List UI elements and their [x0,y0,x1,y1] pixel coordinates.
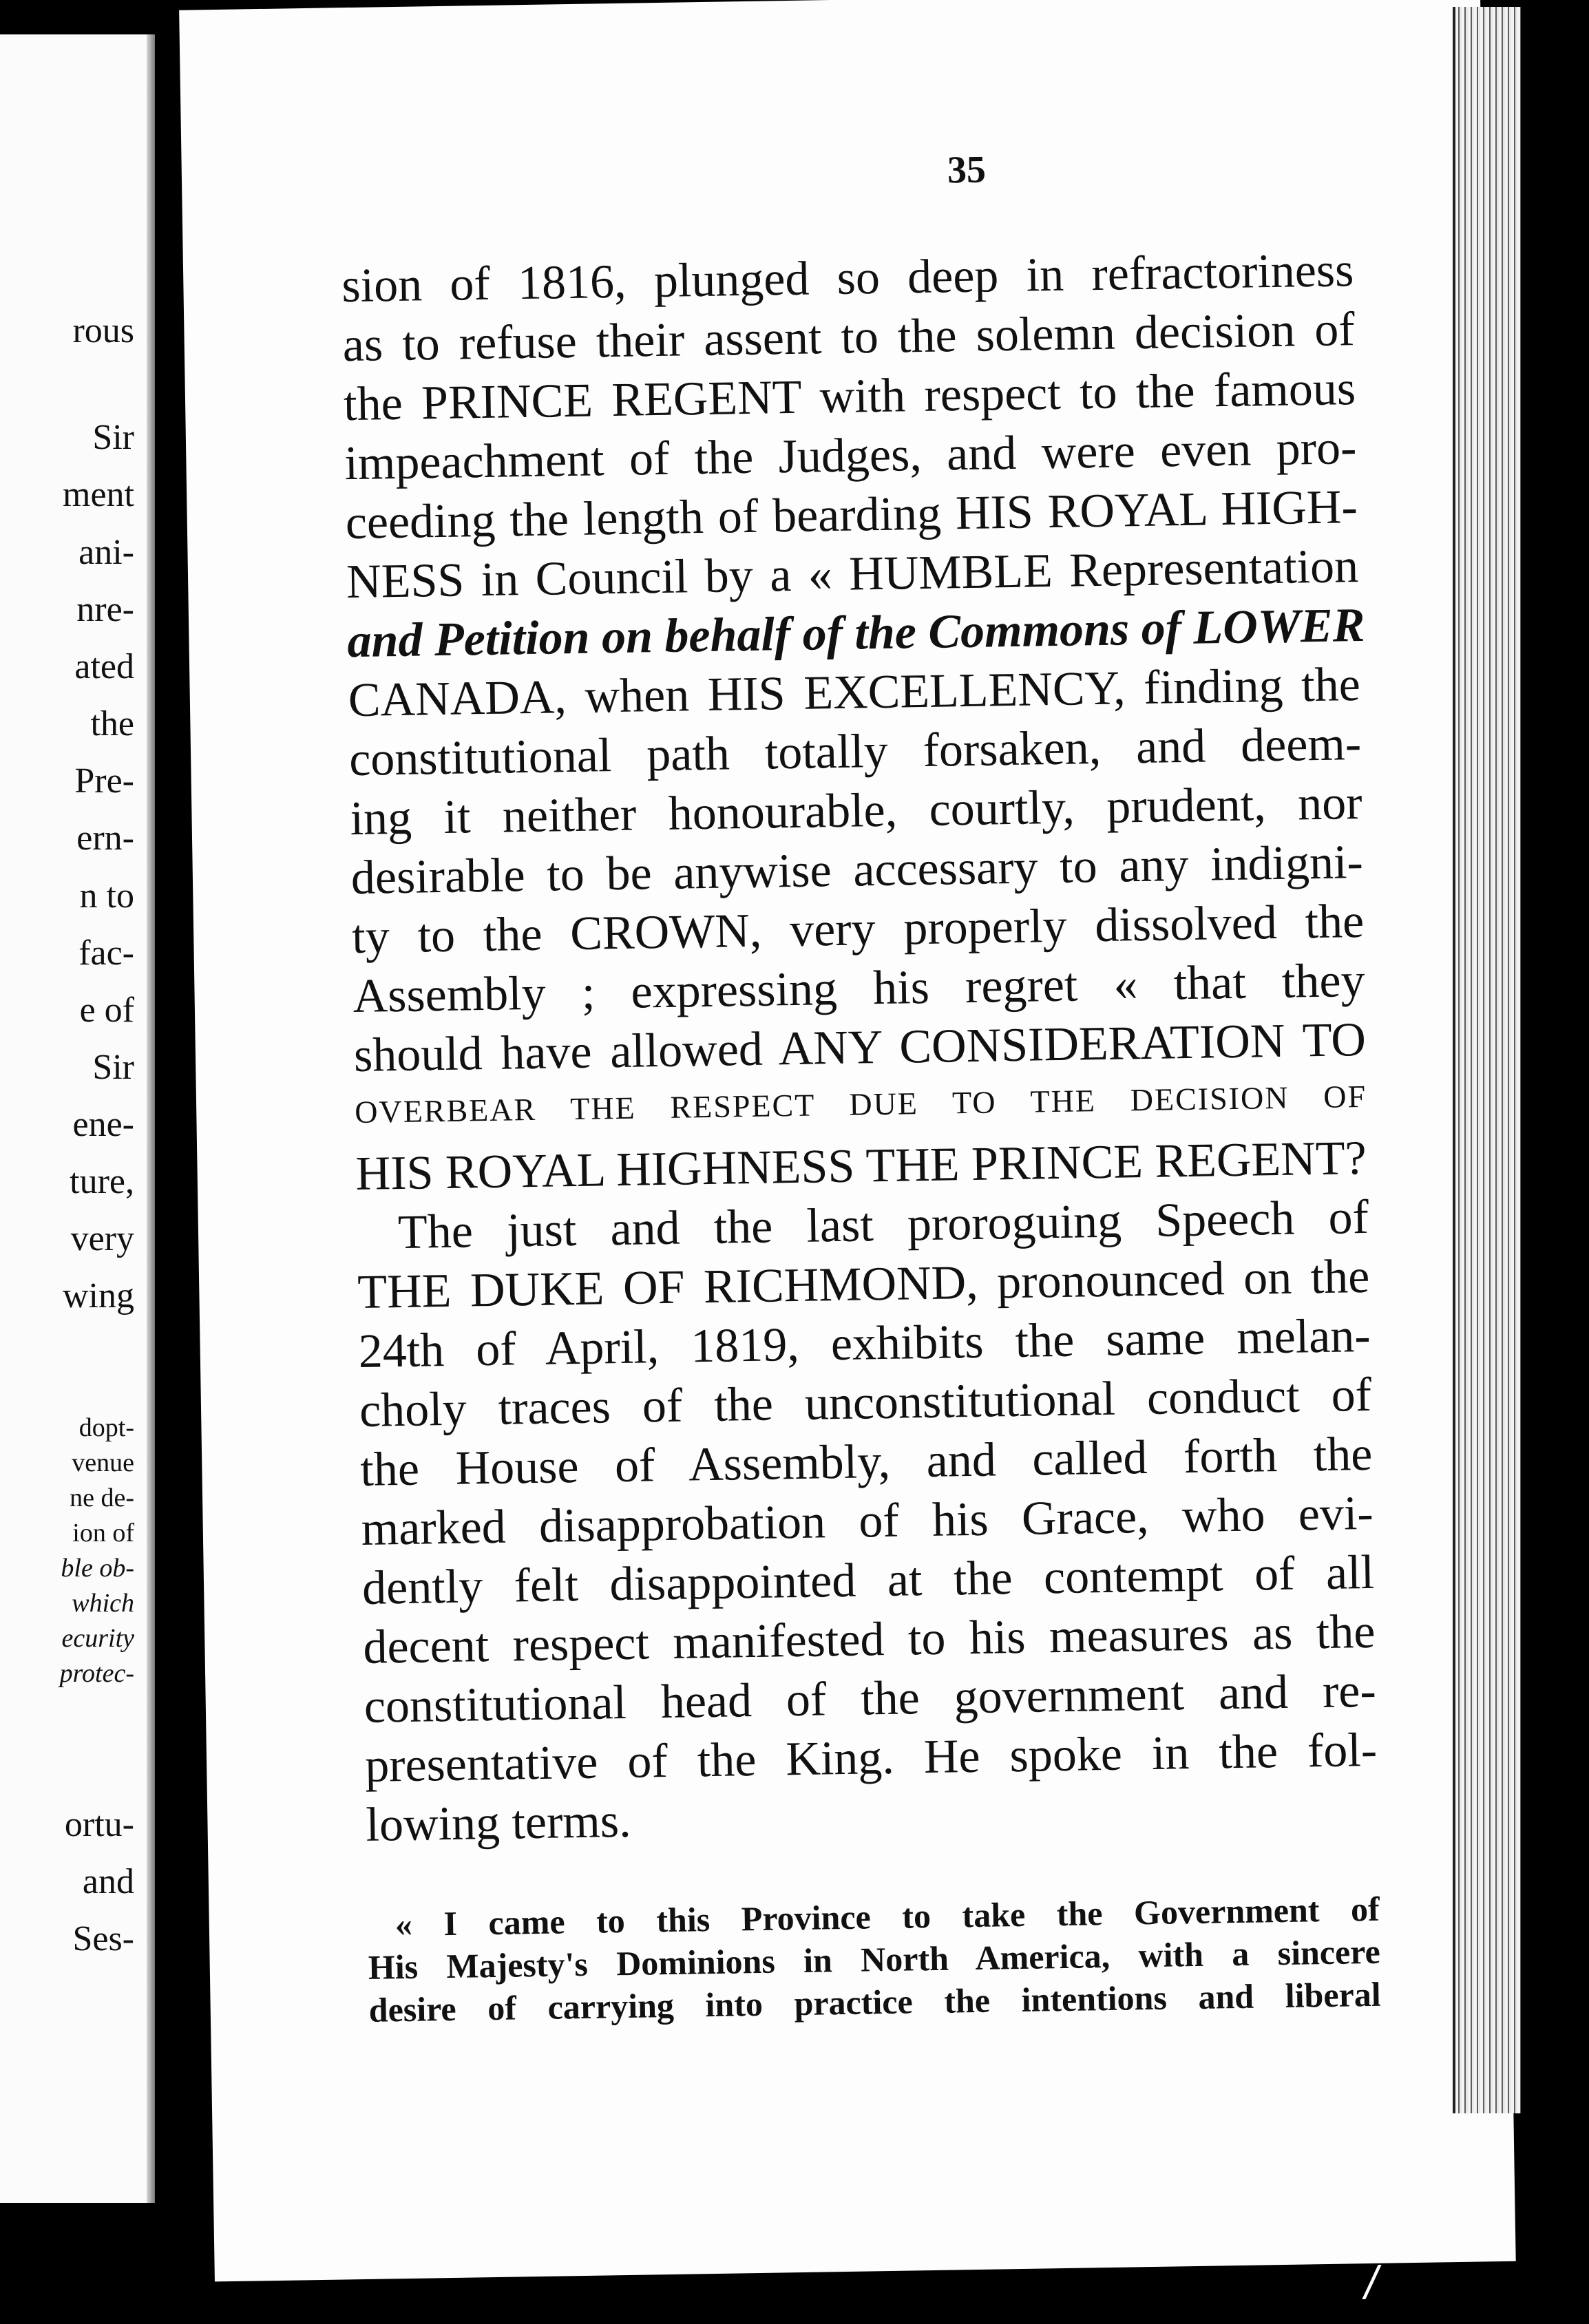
quote-line: desire of carrying into practice the intentions and liberal [368,1974,1382,2029]
left-line: Sir [92,418,134,457]
left-line: ern- [76,818,134,858]
left-line: ture, [70,1162,134,1201]
left-line: fac- [78,933,134,973]
left-line: e of [79,991,134,1030]
left-line: very [70,1219,134,1258]
left-line: n to [79,876,134,916]
quote-line: His Majesty's Dominions in North America, with a sincere [368,1932,1381,1987]
left-line: Pre- [74,761,134,801]
body-line: choly traces of the unconstitutional conduct of [359,1368,1372,1437]
body-line: the PRINCE REGENT with respect to the famous [343,362,1356,432]
body-line: THE DUKE OF RICHMOND, pronounced on the [357,1249,1370,1319]
left-line: wing [63,1276,134,1316]
left-page-gutter [147,34,155,2203]
body-line: dently felt disappointed at the contempt of all [361,1545,1375,1615]
left-line: ment [63,475,134,514]
book-spine [155,0,179,2324]
left-line: nre- [76,590,134,629]
body-line: NESS in Council by a « HUMBLE Representation [346,540,1359,609]
left-footnote-line: ion of [72,1519,134,1547]
left-line: rous [72,311,134,350]
body-line: constitutional path totally forsaken, and deem- [348,717,1362,787]
quote-line: « I came to this Province to take the Government of [394,1889,1380,1944]
body-line: sion of 1816, plunged so deep in refractoriness [341,244,1354,313]
left-footnote-line: protec- [59,1659,134,1688]
body-line: ing it neither honourable, courtly, prudent, nor [349,777,1363,846]
left-footnote-line: dopt- [78,1413,134,1442]
body-line: presentative of the King. He spoke in the fol- [364,1723,1378,1793]
body-line: constitutional head of the government and re- [364,1664,1377,1733]
body-line: HIS ROYAL HIGHNESS THE PRINCE REGENT? [355,1131,1367,1201]
left-line: ortu- [64,1805,134,1844]
body-line: ceeding the length of bearding HIS ROYAL HIGH- [345,480,1358,550]
body-line: as to refuse their assent to the solemn decision of [342,303,1356,372]
left-line: the [90,704,134,743]
left-line: ene- [72,1105,134,1144]
left-line: Ses- [72,1919,134,1958]
body-line: should have allowed ANY CONSIDERATION TO [353,1013,1367,1083]
left-line: Sir [92,1048,134,1087]
left-page-fragment [0,34,155,2203]
body-line: 24th of April, 1819, exhibits the same melan- [358,1309,1371,1378]
left-footnote-line: ble ob- [61,1554,134,1583]
page-number: 35 [947,148,987,192]
body-line: marked disapprobation of his Grace, who evi- [361,1486,1374,1556]
body-line: decent respect manifested to his measures as the [362,1605,1376,1674]
scan-mark [1362,2265,1416,2299]
left-footnote-line: ne de- [70,1483,134,1512]
body-line: Assembly ; expressing his regret « that they [352,953,1366,1024]
body-line: the House of Assembly, and called forth the [359,1427,1373,1497]
left-footnote-line: venue [72,1448,134,1477]
body-line: lowing terms. [365,1794,632,1852]
left-footnote-line: which [72,1589,134,1618]
body-line: The just and the last proroguing Speech of [397,1190,1369,1260]
page-stack-edge [1453,7,1521,2113]
body-line: desirable to be anywise accessary to any indigni- [350,835,1364,905]
body-line: impeachment of the Judges, and were even pro- [344,421,1357,491]
left-footnote-line: ecurity [61,1624,134,1653]
body-line-small-caps: OVERBEAR THE RESPECT DUE TO THE DECISION OF [354,1078,1367,1130]
left-line: ated [74,647,134,686]
body-line: ty to the CROWN, very properly dissolved the [351,894,1365,964]
body-line: and Petition on behalf of the Commons of LOWER [346,598,1365,668]
left-line: ani- [78,533,134,572]
body-line: CANADA, when HIS EXCELLENCY, finding the [348,658,1361,728]
left-line: and [82,1862,134,1901]
right-page [179,0,1516,2281]
